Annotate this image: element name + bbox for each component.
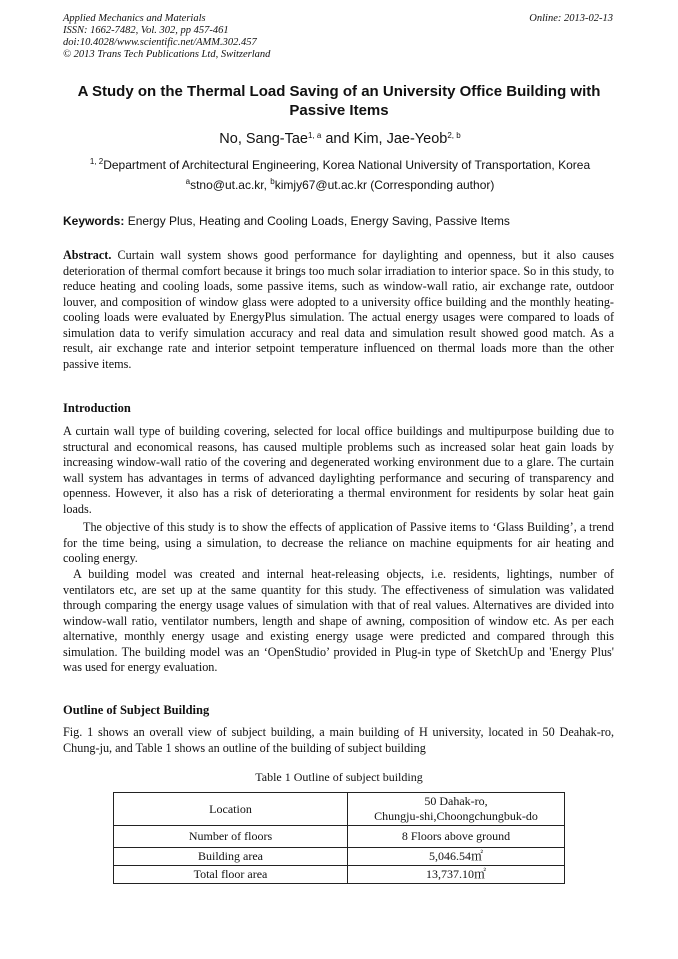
keywords: [63, 213, 615, 229]
location-line: 50 Dahak-ro,: [424, 794, 488, 808]
author-conjunction: and: [321, 131, 354, 147]
building-outline-table: [113, 792, 565, 884]
affiliation-sup: 1, 2: [89, 157, 104, 166]
keywords-text: Energy Plus, Heating and Cooling Loads, Energy Saving, Passive Items: [124, 214, 510, 228]
table-cell-value: [348, 793, 565, 826]
table-cell-value: 13,737.10㎡: [348, 866, 565, 884]
abstract-label: Abstract.: [63, 248, 112, 262]
table-row: [114, 866, 565, 884]
location-line: Chungju-shi,Choongchungbuk-do: [374, 809, 538, 823]
intro-paragraph: A curtain wall type of building covering, selected for local office buildings and multipurpose building due to structural and economical reasons, has caused multiple problems such as increased solar heat gain loads by increasing window-wall ratio of the covering and degenerated working environment due to a glare. The curtain wall system has advantages in terms of advanced daylighting performance and securing of transparency and openness. However, it also has a risk of deteriorating a thermal environment for residents by solar heat gain loads.: [63, 424, 614, 516]
abstract-text: Curtain wall system shows good performance for daylighting and openness, but it also causes deterioration of thermal comfort because it brings too much solar irradiation to interior space. So in this study, to reduce heating and cooling loads, some passive items, such as window-wall ratio, air exchange rate, outdoor louver, and composition of window glass were adopted to a university office building and the monthly heating-cooling loads were evaluated by EnergyPlus simulation. The actual energy usages were compared to loads of simulation data to verify simulation accuracy and real data and simulation result showed good match. As a result, air exchange rate and interior setpoint temperature influenced on thermal loads more than the other passive items.: [63, 248, 614, 371]
author-affil-sup: 1, a: [307, 131, 322, 140]
journal-name: Applied Mechanics and Materials: [63, 13, 206, 24]
email-sup: b: [270, 177, 275, 186]
journal-header: [63, 13, 623, 61]
section-heading-outline: Outline of Subject Building: [63, 703, 210, 717]
intro-paragraph: The objective of this study is to show the effects of application of Passive items to ‘Glass Building’, a trend for the time being, using a simulation, to decrease the reliance on machine equipments for air heating and cooling energy.: [63, 520, 614, 566]
table-cell-label: Total floor area: [114, 866, 348, 884]
keywords-label: Keywords:: [63, 214, 125, 228]
table-row: [114, 793, 565, 826]
copyright-line: © 2013 Trans Tech Publications Ltd, Switzerland: [63, 49, 271, 60]
affiliation-text: Department of Architectural Engineering, Korea National University of Transportation, Korea: [103, 158, 591, 172]
email-link[interactable]: stno@ut.ac.kr,: [190, 178, 271, 192]
table-cell-value: 5,046.54㎡: [348, 848, 565, 866]
author-line: [60, 130, 620, 148]
author-affil-sup: 2, b: [447, 131, 461, 140]
issn-line: ISSN: 1662-7482, Vol. 302, pp 457-461: [63, 25, 229, 36]
affiliation: [40, 157, 640, 173]
doi-line[interactable]: doi:10.4028/www.scientific.net/AMM.302.457: [63, 37, 257, 48]
intro-paragraph: A building model was created and internal heat-releasing objects, i.e. residents, lightings, number of ventilators etc, are set up at the same quantity for this study. The effectiveness of simulation was validated through comparing the energy usage values of simulation with that of real values. Alternatives are divided into window-wall ratio, ventilator numbers, length and shape of awning, composition of window etc. As per each alternative, monthly energy usage and existing energy usage were predicted and compared through this simulation. The building model was an ‘OpenStudio’ provided in Plug-in type of SketchUp and 'Energy Plus' was used for energy evaluation.: [63, 567, 614, 675]
author-name: No, Sang-Tae: [219, 131, 308, 147]
table-cell-value: 8 Floors above ground: [348, 826, 565, 848]
table-cell-label: Number of floors: [114, 826, 348, 848]
section-heading-introduction: Introduction: [63, 401, 131, 415]
author-name: Kim, Jae-Yeob: [353, 131, 448, 147]
online-date: Online: 2013-02-13: [529, 13, 613, 24]
author-emails: [60, 177, 620, 193]
email-sup: a: [185, 177, 191, 186]
table-row: [114, 826, 565, 848]
paper-title: A Study on the Thermal Load Saving of an University Office Building with Passive Items: [77, 83, 601, 119]
email-link[interactable]: kimjy67@ut.ac.kr (Corresponding author): [274, 178, 495, 192]
table-caption: Table 1 Outline of subject building: [255, 770, 423, 784]
table-row: [114, 848, 565, 866]
table-cell-label: Building area: [114, 848, 348, 866]
table-cell-label: Location: [114, 793, 348, 826]
abstract: [63, 248, 614, 372]
outline-paragraph: Fig. 1 shows an overall view of subject building, a main building of H university, located in 50 Deahak-ro, Chung-ju, and Table 1 shows an outline of the building of subject building: [63, 725, 614, 755]
